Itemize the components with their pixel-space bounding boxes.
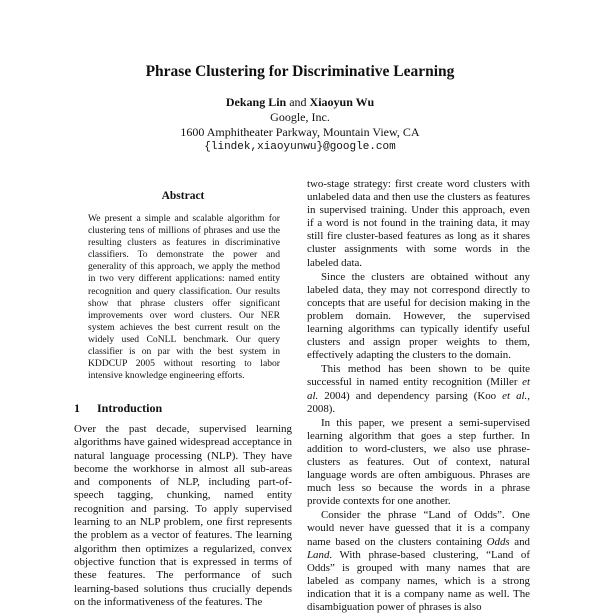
right-column (307, 178, 530, 614)
text-run: This method has been shown to be quite successful in named entity recognition (Miller (307, 363, 530, 389)
paragraph: In this paper, we present a semi-supervised learning algorithm that goes a step further. In addition to word-clusters, we also use phrase-clusters as features. Out of context, natural language words are often ambiguous. Phrases are much less so because the words in a phrase provide contexts for one another. (307, 416, 530, 508)
abstract-heading: Abstract (161, 190, 205, 202)
author-conjunction: and (289, 95, 307, 109)
author-block (0, 95, 600, 155)
address: 1600 Amphitheater Parkway, Mountain View, CA (180, 125, 420, 139)
paragraph (307, 363, 530, 415)
text-run: and (509, 535, 531, 548)
text-run: Consider the phrase “Land of Odds”. One would never have guessed that it is a company name based on the clusters containing (307, 509, 530, 548)
emphasis: Odds (486, 535, 510, 548)
section-number: 1 (74, 401, 80, 415)
author-email: {lindek,xiaoyunwu}@google.com (204, 141, 396, 153)
paragraph: Since the clusters are obtained without any labeled data, they may not correspond directly to concepts that are useful for decision making in the problem domain. However, the supervised learning algorithms can typically identify useful clusters and assign proper weights to them, effectively adapting the clusters to the domain. (307, 270, 530, 362)
text-run: , 2008). (307, 389, 531, 415)
author-names (0, 95, 600, 110)
paper-title: Phrase Clustering for Discriminative Learning (145, 63, 455, 80)
author-name: Xiaoyun Wu (309, 95, 375, 109)
citation-etal: et al. (307, 376, 530, 402)
section-heading (74, 401, 162, 416)
text-run: 2004) and dependency parsing (Koo (318, 389, 503, 402)
emphasis: Land (307, 548, 330, 561)
affiliation: Google, Inc. (270, 110, 330, 124)
abstract-text: We present a simple and scalable algorithm for clustering tens of millions of phrases and use the resulting clusters as features in discriminative classifiers. To demonstrate the power and generality of this approach, we apply the method in two very different applications: named entity recognition and query classification. Our results show that phrase clusters offer significant improvements over word clusters. Our NER system achieves the best current result on the widely used CoNLL benchmark. Our query classifier is on par with the best system in KDDCUP 2005 without resorting to labor intensive knowledge engineering efforts. (88, 213, 280, 382)
paragraph: Over the past decade, supervised learning algorithms have gained widespread acceptance in natural language processing (NLP). They have become the workhorse in almost all sub-areas and components of NLP, including part-of-speech tagging, chunking, named entity recognition and parsing. To apply supervised learning to an NLP problem, one first represents the problem as a vector of features. The learning algorithm then optimizes a regularized, convex objective function that is expressed in terms of these features. The performance of such learning-based solutions thus crucially depends on the informativeness of the features. The (74, 423, 292, 608)
paragraph: two-stage strategy: first create word clusters with unlabeled data and then use the clusters as features in supervised training. Under this approach, even if a word is not found in the training data, it may still fire cluster-based features as long as it shares cluster assignments with some words in the labeled data. (307, 178, 530, 269)
citation-etal: et al. (502, 389, 528, 402)
author-name: Dekang Lin (225, 95, 287, 109)
section-title: Introduction (97, 401, 163, 415)
text-run: . With phrase-based clustering, “Land of Odds” is grouped with many names that are labeled as company names, which is a strong indication that it is a company name as well. The disambiguation power of phrases is also (307, 548, 530, 613)
introduction-text (74, 423, 292, 609)
paragraph (307, 509, 530, 614)
